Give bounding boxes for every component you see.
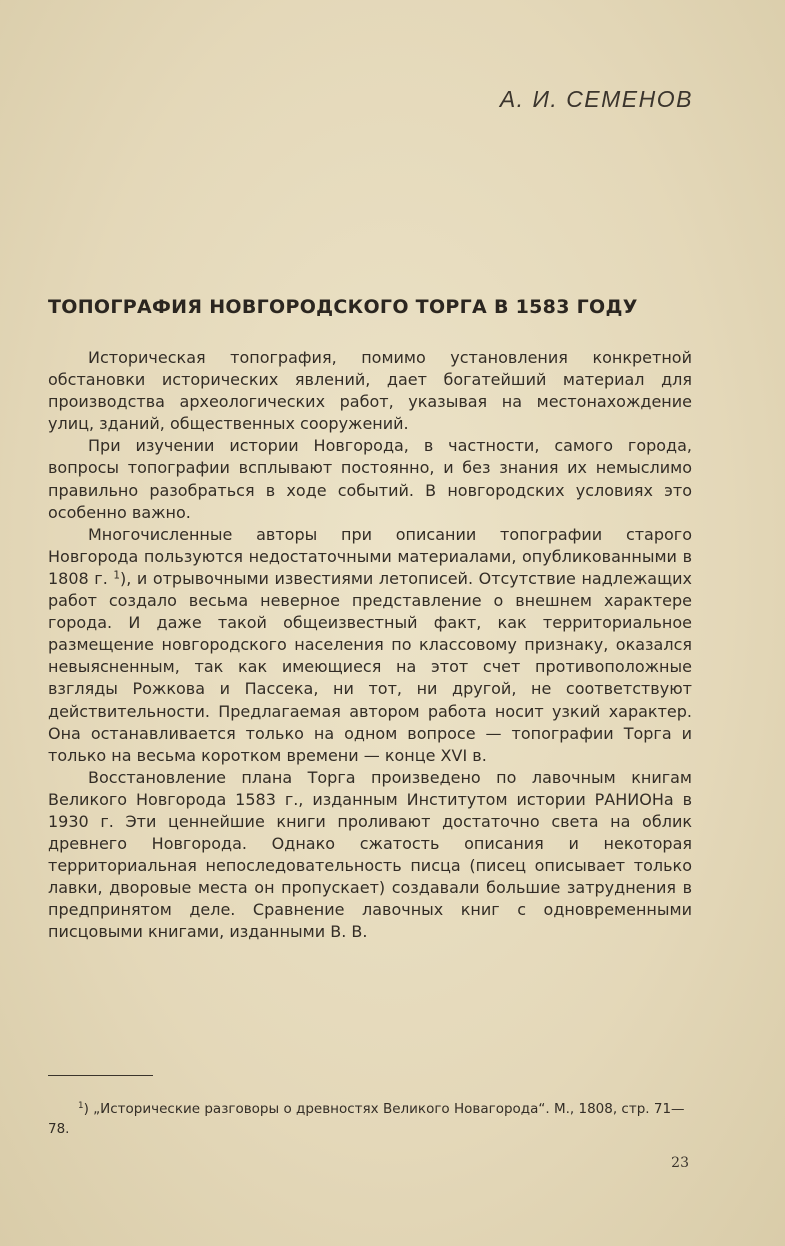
footnote-reference[interactable]: 1 <box>113 569 120 582</box>
footnote-text: ) „Исторические разговоры о древностях Великого Новагорода“. М., 1808, стр. 71—78. <box>48 1101 685 1137</box>
footnote-marker: 1 <box>78 1101 84 1112</box>
paragraph: Восстановление плана Торга произведено по лавочным книгам Великого Новгорода 1583 г., изданным Институтом истории РАНИОНа в 1930 г. Эти ценнейшие книги проливают достаточно света на облик древнего Новгорода. Однако сжатость описания и некоторая территориальная непоследовательность писца (писец описывает только лавки, дворовые места он пропускает) создавали большие затруднения в предпринятом деле. Сравнение лавочных книг с одновременными писцовыми книгами, изданными В. В. <box>48 767 692 942</box>
paragraph: Историческая топография, помимо установления конкретной обстановки исторических явлений, дает богатейший материал для производства археологических работ, указывая на местонахождение улиц, зданий, общественных сооружений. <box>48 348 692 434</box>
footnote-divider <box>48 1075 153 1076</box>
footnote <box>48 1099 698 1139</box>
paragraph-text: ), и отрывочными известиями летописей. Отсутствие надлежащих работ создало весьма неверное представление о внешнем характере города. И даже такой общеизвестный факт, как территориальное размещение новгородского населения по классовому признаку, оказался невыясненным, так как имеющиеся на этот счет противоположные взгляды Рожкова и Пассека, ни тот, ни другой, не соответствуют действительности. Предлагаемая автором работа носит узкий характер. Она останавливается только на одном вопросе — топографии Торга и только на весьма коротком времени — конце XVI в. <box>48 568 692 765</box>
paragraph: При изучении истории Новгорода, в частности, самого города, вопросы топографии всплывают постоянно, и без знания их немыслимо правильно разобраться в ходе событий. В новгородских условиях это особенно важно. <box>48 436 692 522</box>
paragraph-text: Многочисленные авторы при описании топографии старого Новгорода пользуются недостаточными материалами, опубликованными в 1808 г. <box>48 524 692 588</box>
page-number: 23 <box>671 1155 689 1171</box>
author-name: А. И. СЕМЕНОВ <box>499 86 693 112</box>
article-body <box>48 347 692 944</box>
article-title: ТОПОГРАФИЯ НОВГОРОДСКОГО ТОРГА В 1583 ГОДУ <box>48 296 638 318</box>
paragraph <box>48 524 692 767</box>
